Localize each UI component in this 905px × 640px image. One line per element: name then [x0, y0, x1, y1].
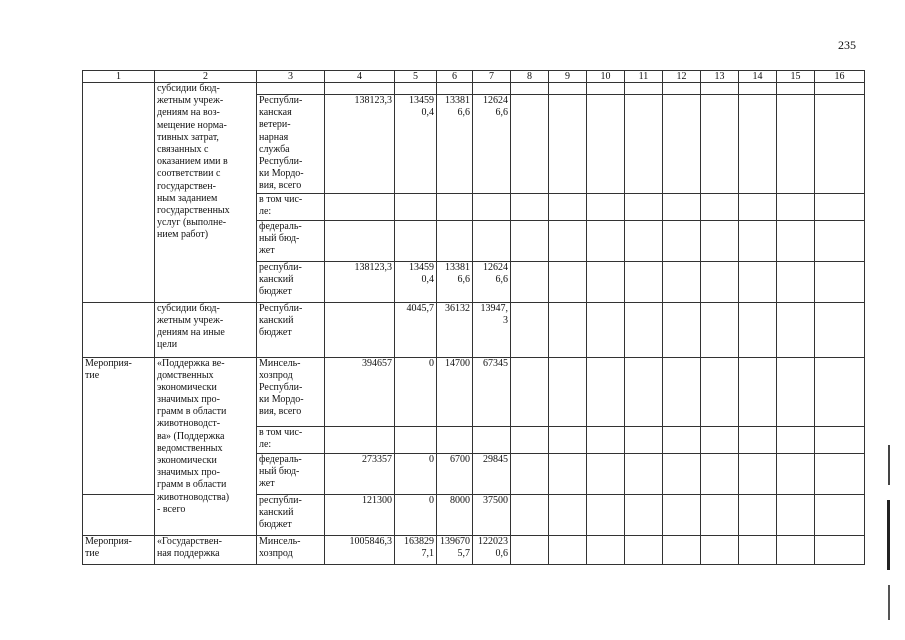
source-cell: в том чис- ле: [257, 426, 325, 453]
value-cell [437, 220, 473, 261]
value-cell: 67345 [473, 357, 511, 426]
activity-description-cell: субсидии бюд- жетным учреж- дениям на воз- мещение норма- тивных затрат, связанных с оказанием ими в соответствии с государствен- ным заданием государственных услуг (выполне- нием работ) [155, 83, 257, 303]
value-cell: 13381 6,6 [437, 261, 473, 302]
value-cell [473, 426, 511, 453]
activity-type-cell: Мероприя- тие [83, 535, 155, 564]
value-cell: 273357 [325, 453, 395, 494]
header-cell: 12 [663, 71, 701, 83]
value-cell: 29845 [473, 453, 511, 494]
activity-type-cell [83, 83, 155, 303]
value-cell [395, 83, 437, 95]
value-cell [395, 426, 437, 453]
header-cell: 2 [155, 71, 257, 83]
source-cell: федераль- ный бюд- жет [257, 453, 325, 494]
activity-type-cell [83, 302, 155, 357]
header-cell: 13 [701, 71, 739, 83]
header-cell: 9 [549, 71, 587, 83]
source-cell: республи- канский бюджет [257, 494, 325, 535]
value-cell: 12624 6,6 [473, 261, 511, 302]
source-cell: Минсель- хозпрод Республи- ки Мордо- вия, всего [257, 357, 325, 426]
value-cell: 37500 [473, 494, 511, 535]
value-cell: 13459 0,4 [395, 95, 437, 194]
value-cell [437, 193, 473, 220]
value-cell: 0 [395, 453, 437, 494]
table-row [83, 357, 865, 426]
header-row [83, 71, 865, 83]
table-row [83, 302, 865, 357]
value-cell: 12624 6,6 [473, 95, 511, 194]
value-cell: 8000 [437, 494, 473, 535]
scan-edge-marks [884, 440, 894, 630]
value-cell: 0 [395, 494, 437, 535]
header-cell: 7 [473, 71, 511, 83]
value-cell [437, 83, 473, 95]
value-cell: 13947, 3 [473, 302, 511, 357]
header-cell: 10 [587, 71, 625, 83]
value-cell [325, 193, 395, 220]
source-cell: федераль- ный бюд- жет [257, 220, 325, 261]
activity-description-cell: субсидии бюд- жетным учреж- дениям на иные цели [155, 302, 257, 357]
value-cell [473, 220, 511, 261]
value-cell: 138123,3 [325, 95, 395, 194]
source-cell: Минсель- хозпрод [257, 535, 325, 564]
value-cell: 4045,7 [395, 302, 437, 357]
value-cell [395, 193, 437, 220]
value-cell: 14700 [437, 357, 473, 426]
value-cell [473, 83, 511, 95]
value-cell: 6700 [437, 453, 473, 494]
header-cell: 8 [511, 71, 549, 83]
header-cell: 5 [395, 71, 437, 83]
value-cell: 122023 0,6 [473, 535, 511, 564]
budget-table [82, 70, 865, 565]
value-cell [325, 83, 395, 95]
value-cell: 13459 0,4 [395, 261, 437, 302]
page-number: 235 [838, 38, 856, 52]
header-cell: 1 [83, 71, 155, 83]
value-cell [437, 426, 473, 453]
source-cell: в том чис- ле: [257, 193, 325, 220]
value-cell: 163829 7,1 [395, 535, 437, 564]
value-cell [473, 193, 511, 220]
value-cell [395, 220, 437, 261]
value-cell: 138123,3 [325, 261, 395, 302]
table-row [83, 535, 865, 564]
header-cell: 14 [739, 71, 777, 83]
activity-type-cell: Мероприя- тие [83, 357, 155, 494]
activity-description-cell: «Государствен- ная поддержка [155, 535, 257, 564]
header-cell: 16 [815, 71, 865, 83]
source-cell: Республи- канская ветери- нарная служба Республи- ки Мордо- вия, всего [257, 95, 325, 194]
source-cell: республи- канский бюджет [257, 261, 325, 302]
value-cell: 121300 [325, 494, 395, 535]
value-cell [325, 220, 395, 261]
source-cell: Республи- канский бюджет [257, 302, 325, 357]
header-cell: 11 [625, 71, 663, 83]
value-cell: 139670 5,7 [437, 535, 473, 564]
header-cell: 3 [257, 71, 325, 83]
value-cell: 1005846,3 [325, 535, 395, 564]
value-cell: 36132 [437, 302, 473, 357]
header-cell: 15 [777, 71, 815, 83]
value-cell [325, 302, 395, 357]
value-cell: 13381 6,6 [437, 95, 473, 194]
table-row [83, 83, 865, 95]
value-cell: 0 [395, 357, 437, 426]
activity-description-cell: «Поддержка ве- домственных экономически значимых про- грамм в области животноводст- ва» (Поддержка ведомственных экономически значимых про- грамм в области животноводства) - всего [155, 357, 257, 535]
activity-type-cell [83, 494, 155, 535]
value-cell [325, 426, 395, 453]
header-cell: 6 [437, 71, 473, 83]
value-cell: 394657 [325, 357, 395, 426]
header-cell: 4 [325, 71, 395, 83]
source-cell [257, 83, 325, 95]
